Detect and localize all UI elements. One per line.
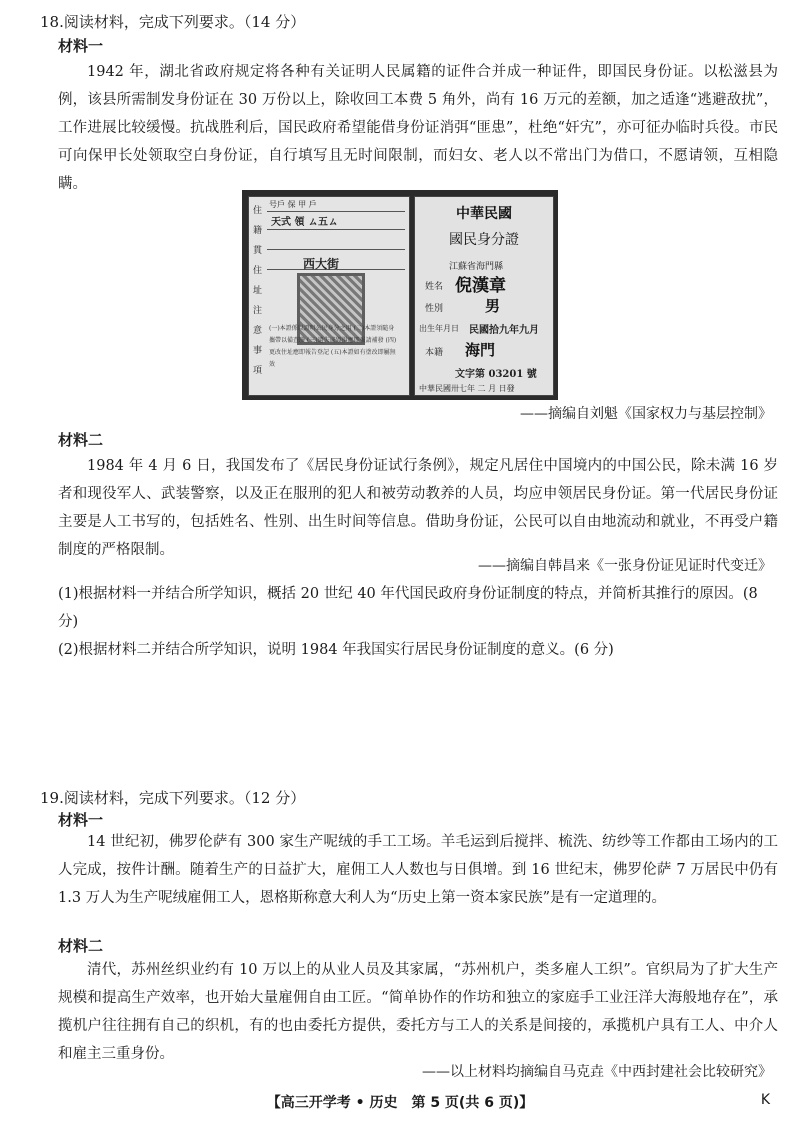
id-card-field-label: 事 [253, 346, 263, 356]
q19-material1-text: 14 世纪初，佛罗伦萨有 300 家生产呢绒的手工工场。羊毛运到后搅拌、梳洗、纺纱等工作都由工场内的工人完成，按件计酬。随着生产的日益扩大，雇佣工人人数也与日俱增。到 16 世纪末，佛罗伦萨 7 万居民中仍有 1.3 万人为生产呢绒雇佣工人，恩格斯称意大利人为“历史上第一资本家民族”是有一定道理的。 [58, 834, 778, 906]
q18-material1-label: 材料一 [58, 37, 104, 55]
id-card-field-label: 注 [253, 306, 263, 316]
q18-material2-text: 1984 年 4 月 6 日，我国发布了《居民身份证试行条例》，规定凡居住中国境内的中国公民，除未满 16 岁者和现役军人、武装警察，以及正在服刑的犯人和被劳动教养的人员，均应申领居民身份证。第一代居民身份证主要是人工书写的，包括姓名、性别、出生时间等信息。借助身份证，公民可以自由地流动和就业，不再受户籍制度的严格限制。 [58, 458, 778, 558]
id-card-issue-date: 中華民國卅七年 二 月 日發 [419, 384, 515, 393]
page-footer [0, 1092, 800, 1112]
id-card-notes: (一)本證係以證明公民身分之用 (二)本證須隨身攜帶以備查驗 (三)遺失或毀損應即報請補發 (四)更改住址應即報告登記 (五)本證如有塗改即屬無效 [269, 325, 397, 368]
q18-material1-text: 1942 年，湖北省政府规定将各种有关证明人民属籍的证件合并成一种证件，即国民身份证。以松滋县为例，该县所需制发身份证在 30 万份以上，除收回工本费 5 角外，尚有 16 万元的差额，加之适逢“逃避敌扰”，工作进展比较缓慢。抗战胜利后，国民政府希望能借身份证消弭“匪患”，杜绝“奸宄”，亦可征办临时兵役。市民可向保甲长处领取空白身份证，自行填写且无时间限制，而妇女、老人以不常出门为借口，不愿请领，互相隐瞒。 [58, 64, 778, 192]
id-card-birth: 民國拾九年九月 [469, 325, 539, 336]
id-card-title: 中華民國 [456, 206, 512, 222]
q19-heading: 19.阅读材料，完成下列要求。（12 分） [40, 789, 306, 807]
id-card-left-header: 号戶 保 甲 戶 [269, 200, 317, 209]
q18-subquestion-2: (2)根据材料二并结合所学知识，说明 1984 年我国实行居民身份证制度的意义。(6 分) [58, 642, 614, 658]
q19-material2-label: 材料二 [58, 937, 104, 955]
q18-material2-label: 材料二 [58, 431, 104, 449]
id-card-field-label: 貫 [253, 246, 263, 256]
id-card-origin: 海門 [465, 341, 496, 359]
footer-text: 【高三开学考 • 历史 第 5 页(共 6 页)】 [266, 1095, 534, 1111]
id-card-field-label: 意 [253, 326, 263, 336]
id-card-subtitle: 國民身分證 [449, 232, 519, 248]
paper-version: K [760, 1092, 770, 1108]
q18-subquestion-1: (1)根据材料一并结合所学知识，概括 20 世纪 40 年代国民政府身份证制度的特点，并简析其推行的原因。(8 分) [58, 586, 758, 630]
id-card-photo [242, 190, 558, 400]
id-card-left-name-row: 天式 領 ㄙ五ㄙ [271, 217, 338, 228]
q18-material2-source: ——摘编自韩昌来《一张身份证见证时代变迁》 [478, 558, 772, 574]
id-card-left-address: 西大街 [303, 257, 340, 271]
id-card-origin-label: 本籍 [425, 348, 444, 358]
id-card-birth-label: 出生年月日 [419, 324, 459, 333]
id-card-field-label: 址 [253, 286, 263, 296]
id-card-name-label: 姓名 [425, 282, 444, 292]
id-card-field-label: 住 [253, 266, 263, 276]
id-card-left-panel [248, 196, 410, 396]
id-card-field-label: 住 [253, 206, 263, 216]
id-card-field-label: 籍 [253, 226, 263, 236]
id-card-number: 文字第 03201 號 [455, 369, 537, 380]
id-card-name: 倪漢章 [455, 276, 506, 296]
q19-material1-label: 材料一 [58, 811, 104, 829]
id-card-sex-label: 性別 [425, 304, 444, 314]
q18-material1-source: ——摘编自刘魁《国家权力与基层控制》 [520, 406, 772, 422]
id-card-field-label: 項 [253, 366, 263, 376]
q19-material2-source: ——以上材料均摘编自马克垚《中西封建社会比较研究》 [422, 1064, 772, 1080]
id-card-right-panel [414, 196, 554, 396]
id-card-county: 江蘇省海門縣 [449, 262, 504, 272]
id-card-sex: 男 [485, 297, 501, 315]
q19-material2-text: 清代，苏州丝织业约有 10 万以上的从业人员及其家属，“苏州机户，类多雇人工织”。官织局为了扩大生产规模和提高生产效率，也开始大量雇佣自由工匠。“简单协作的作坊和独立的家庭手工业汪洋大海般地存在”，承揽机户往往拥有自己的织机，有的也由委托方提供，委托方与工人的关系是间接的，承揽机户具有工人、中介人和雇主三重身份。 [58, 962, 778, 1062]
id-card-left-field-column [253, 201, 265, 381]
q18-heading: 18.阅读材料，完成下列要求。（14 分） [40, 13, 306, 31]
